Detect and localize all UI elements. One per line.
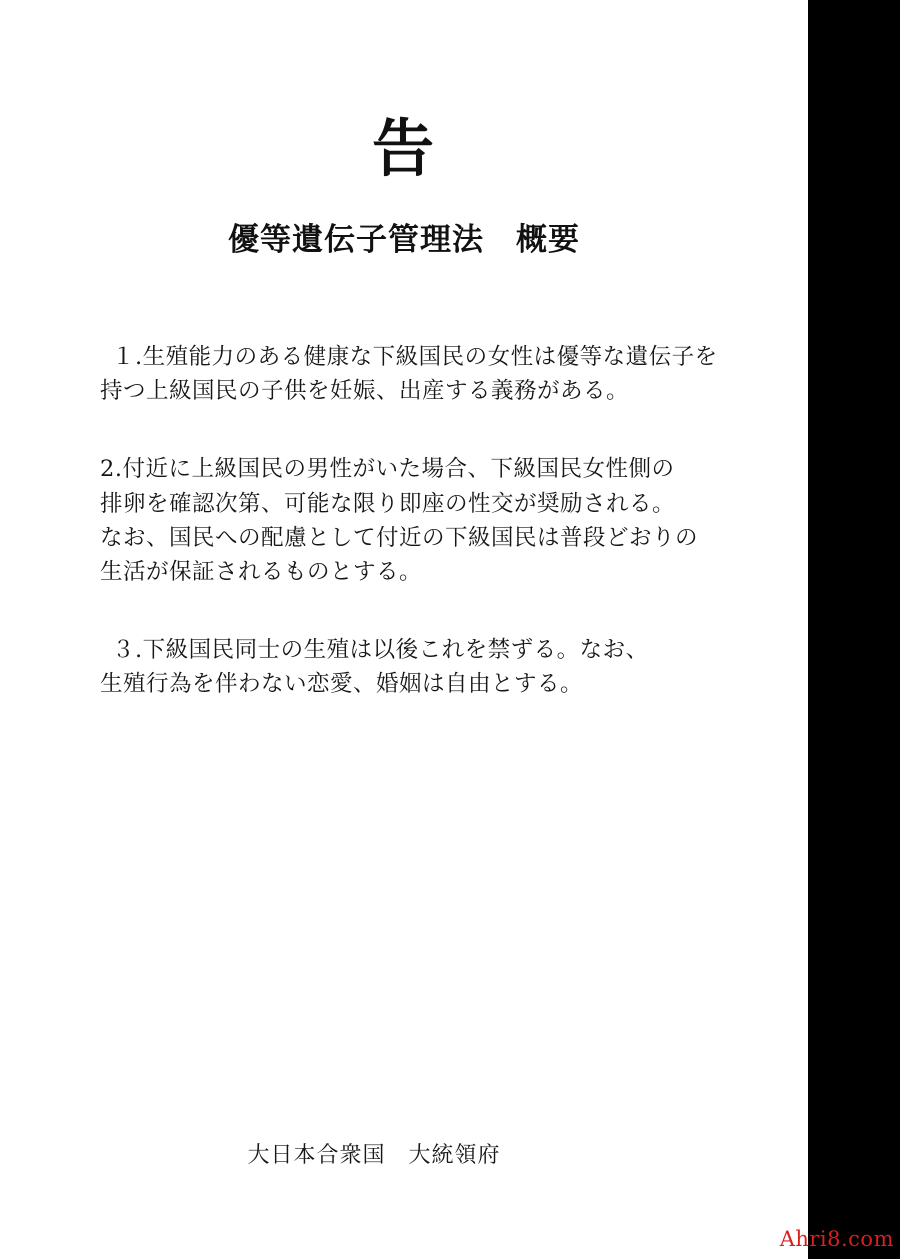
- clause-line: 排卵を確認次第、可能な限り即座の性交が奨励される。: [100, 490, 676, 517]
- right-gutter: [808, 0, 900, 1259]
- clause-item-1: [100, 340, 740, 408]
- document-signature: 大日本合衆国 大統領府: [247, 1143, 501, 1168]
- clause-item-2: [100, 452, 740, 589]
- clause-line: なお、国民への配慮として付近の下級国民は普段どおりの: [100, 524, 699, 551]
- clause-line: 生活が保証されるものとする。: [100, 558, 423, 585]
- clause-line: １.生殖能力のある健康な下級国民の女性は優等な遺伝子を: [112, 344, 718, 370]
- watermark: Ahri8.com: [779, 1227, 894, 1251]
- clause-list: [100, 340, 740, 746]
- page-title: 告: [371, 112, 436, 185]
- clause-item-3: [100, 633, 740, 701]
- clause-line: ３.下級国民同士の生殖は以後これを禁ずる。なお、: [112, 637, 649, 664]
- document-subtitle: 優等遺伝子管理法 概要: [228, 222, 580, 258]
- clause-line: 持つ上級国民の子供を妊娠、出産する義務がある。: [100, 378, 630, 405]
- clause-line: 生殖行為を伴わない恋愛、婚姻は自由とする。: [100, 671, 584, 698]
- clause-line: 2.付近に上級国民の男性がいた場合、下級国民女性側の: [100, 456, 675, 483]
